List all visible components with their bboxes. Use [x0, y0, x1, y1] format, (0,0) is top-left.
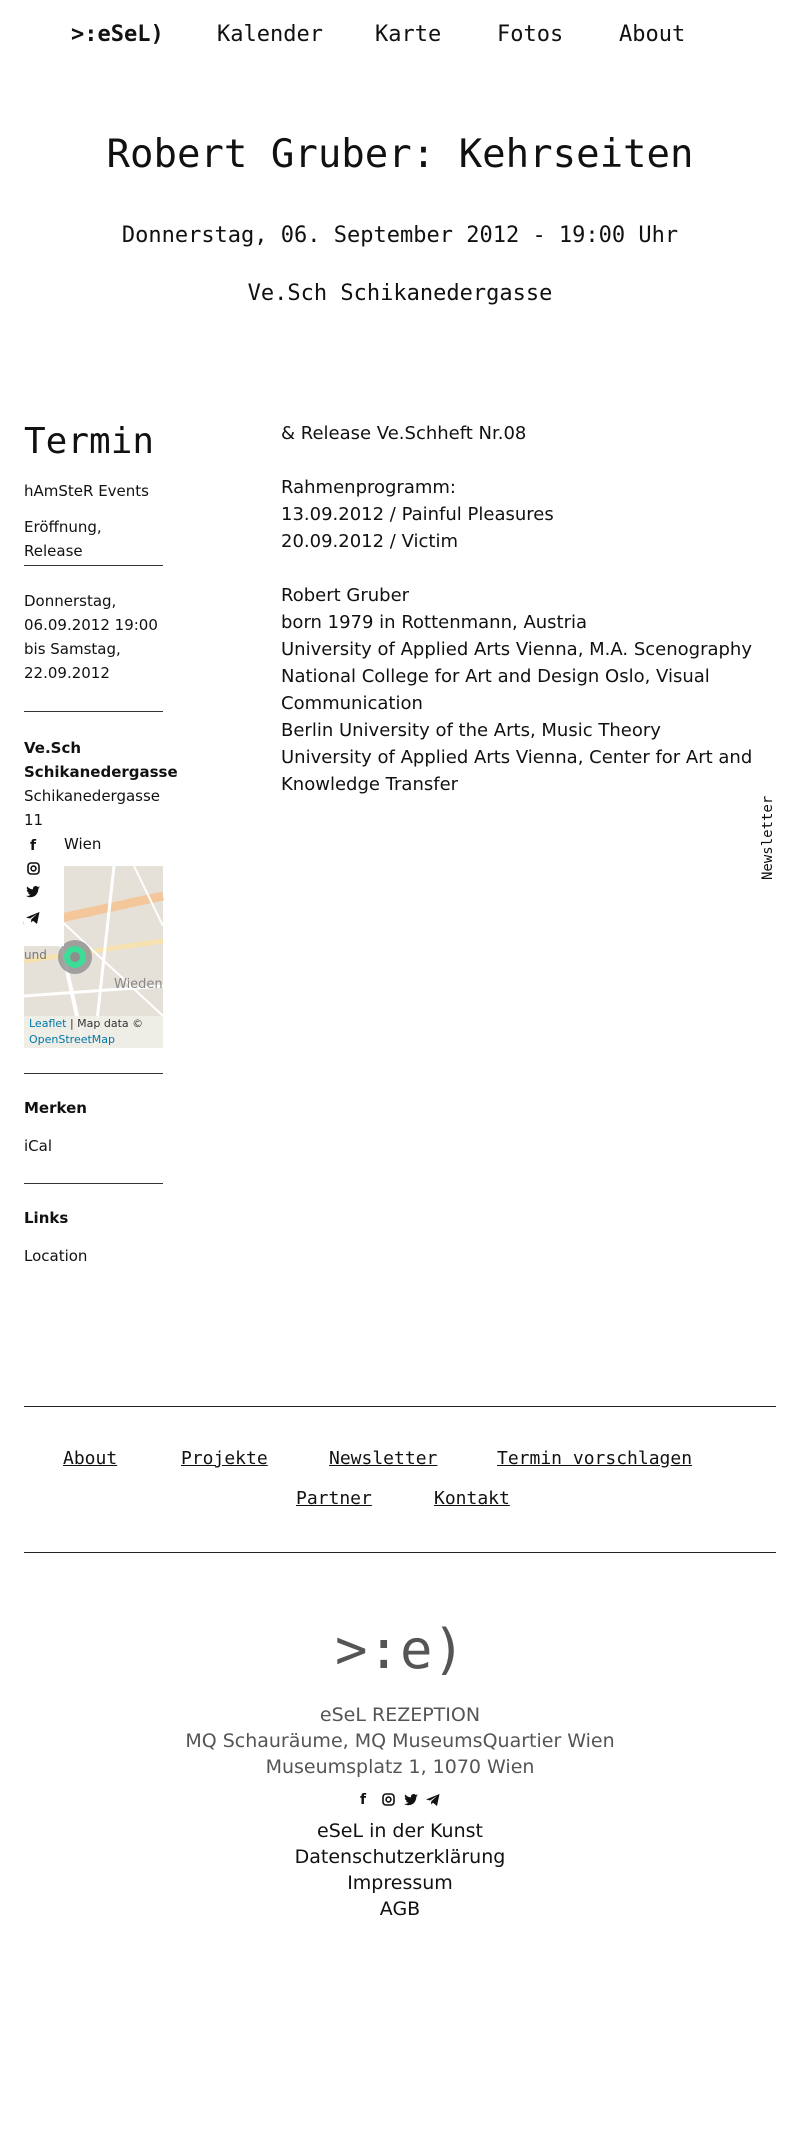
divider — [24, 711, 163, 712]
facebook-icon[interactable]: f — [360, 1792, 367, 1808]
nav-fotos[interactable]: Fotos — [497, 22, 564, 47]
map-district-label-partial: und — [24, 948, 47, 962]
map-marker-center — [70, 952, 80, 962]
footer-divider-bottom — [24, 1552, 776, 1553]
ical-link[interactable]: iCal — [24, 1137, 53, 1155]
links-heading: Links — [24, 1209, 69, 1227]
event-date: Donnerstag, 06. September 2012 - 19:00 Uhr — [121, 223, 679, 248]
footer-link-termin-vorschlagen[interactable]: Termin vorschlagen — [497, 1448, 693, 1469]
nav-karte[interactable]: Karte — [375, 22, 442, 47]
instagram-icon[interactable] — [382, 1793, 395, 1810]
footer-link-partner[interactable]: Partner — [296, 1488, 372, 1509]
divider — [24, 1073, 163, 1074]
event-title: Robert Gruber: Kehrseiten — [106, 132, 694, 177]
nav-kalender[interactable]: Kalender — [217, 22, 323, 47]
twitter-icon[interactable] — [26, 886, 40, 902]
merken-heading: Merken — [24, 1099, 87, 1117]
leaflet-link[interactable]: Leaflet — [29, 1017, 67, 1030]
termin-heading: Termin — [24, 421, 155, 462]
footer-link-kontakt[interactable]: Kontakt — [434, 1488, 510, 1509]
map-district-label: Wieden — [114, 977, 163, 992]
venue-address-number: 11 — [24, 811, 44, 829]
divider — [24, 1183, 163, 1184]
footer-address: Museumsplatz 1, 1070 Wien — [265, 1756, 535, 1778]
venue-city: Wien — [64, 835, 102, 853]
footer-place: MQ Schauräume, MQ MuseumsQuartier Wien — [185, 1730, 615, 1752]
footer-link-projekte[interactable]: Projekte — [181, 1448, 268, 1469]
footer-link-agb[interactable]: AGB — [379, 1898, 421, 1920]
map-attribution: Leaflet | Map data © OpenStreetMap — [29, 1017, 144, 1046]
social-share-bar — [24, 834, 64, 946]
nav-about[interactable]: About — [619, 22, 686, 47]
osm-link[interactable]: OpenStreetMap — [29, 1033, 116, 1046]
event-when: Donnerstag, 06.09.2012 19:00 bis Samstag, 22.09.2012 — [24, 592, 158, 682]
location-link[interactable]: Location — [24, 1247, 88, 1265]
site-logo-link[interactable]: >:eSeL) — [71, 22, 164, 47]
event-type: Eröffnung, Release — [24, 518, 102, 560]
organizer-link[interactable]: hAmSteR Events — [24, 482, 149, 500]
venue-address: Schikanedergasse — [24, 787, 161, 805]
venue-block — [24, 736, 178, 829]
newsletter-side-tab[interactable]: Newsletter — [760, 795, 776, 880]
instagram-icon[interactable] — [26, 862, 40, 879]
footer-logo: >:e) — [334, 1618, 466, 1681]
footer-social-icons — [352, 1792, 448, 1810]
facebook-icon[interactable]: f — [29, 838, 37, 854]
footer-link-newsletter[interactable]: Newsletter — [329, 1448, 438, 1469]
footer-org: eSeL REZEPTION — [319, 1704, 481, 1726]
event-venue: Ve.Sch Schikanedergasse — [247, 281, 553, 306]
footer-link-esel-in-der-kunst[interactable]: eSeL in der Kunst — [317, 1820, 483, 1842]
divider — [24, 565, 163, 566]
footer-link-datenschutz[interactable]: Datenschutzerklärung — [294, 1846, 506, 1868]
venue-name-link[interactable]: Ve.Sch Schikanedergasse — [24, 739, 178, 781]
event-description: & Release Ve.Schheft Nr.08 Rahmenprogramm: 13.09.2012 / Painful Pleasures 20.09.2012 / Victim Robert Gruber born 1979 in Rottenmann, Austria University of Applied Arts Vienna, M.A. Scenography National College for Art and Design Oslo, Visual Communication Berlin University of the Arts, Music Theory University of Applied Arts Vienna, Center for Art and Knowledge Transfer — [281, 423, 753, 795]
telegram-icon[interactable] — [426, 1794, 440, 1810]
footer-link-about[interactable]: About — [63, 1448, 118, 1469]
twitter-icon[interactable] — [404, 1794, 418, 1810]
footer-divider-top — [24, 1406, 776, 1407]
telegram-icon[interactable] — [26, 912, 40, 928]
footer-link-impressum[interactable]: Impressum — [347, 1872, 453, 1894]
